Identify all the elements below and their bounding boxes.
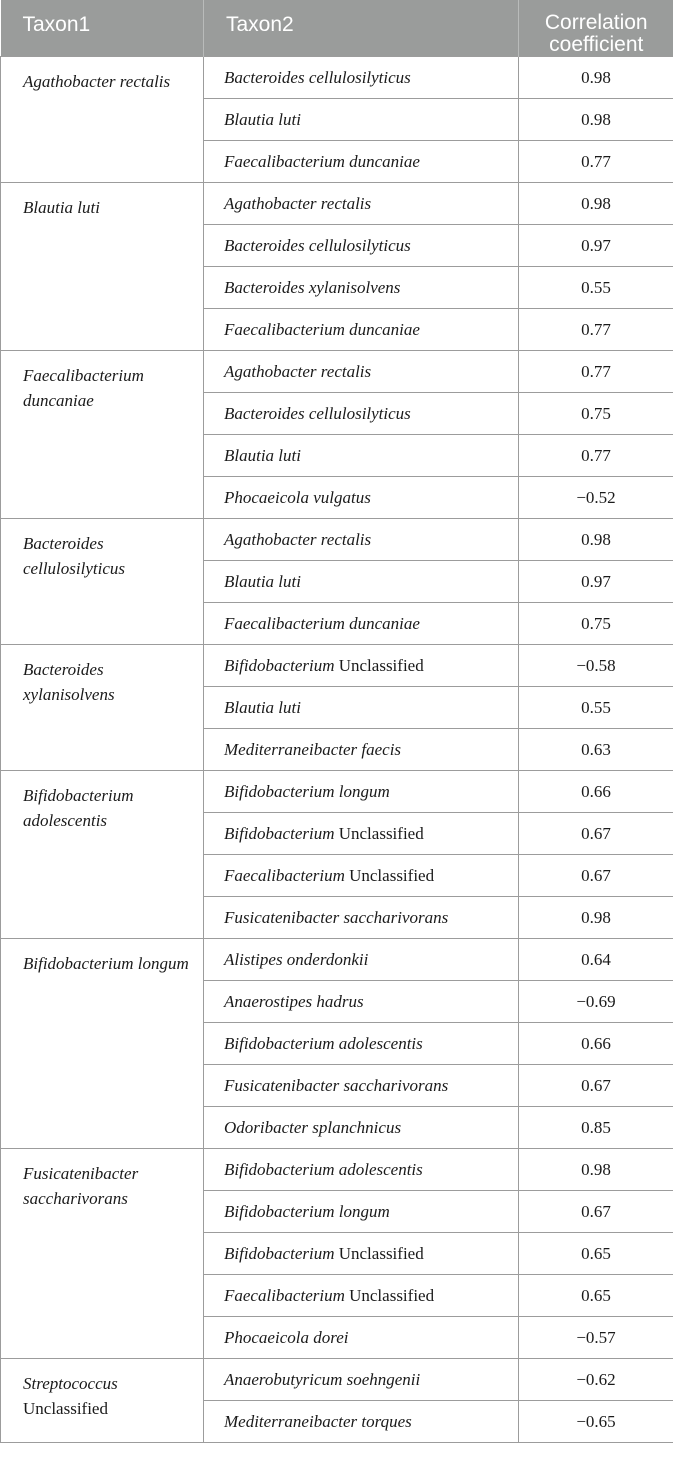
taxon2-cell	[204, 1233, 519, 1275]
taxon2-cell	[204, 1317, 519, 1359]
name-segment: Fusicatenibacter saccharivorans	[23, 1164, 139, 1208]
taxon2-cell	[204, 519, 519, 561]
table-row	[1, 939, 673, 981]
name-segment: Alistipes onderdonkii	[224, 949, 369, 969]
name-segment: Streptococcus	[23, 1374, 118, 1393]
taxon2-cell	[204, 981, 519, 1023]
taxon2-cell	[204, 771, 519, 813]
correlation-value: 0.77	[519, 309, 673, 351]
taxon2-cell	[204, 939, 519, 981]
name-segment: Phocaeicola dorei	[224, 1327, 349, 1347]
header-row	[1, 0, 673, 57]
correlation-value: 0.77	[519, 435, 673, 477]
name-segment: Agathobacter rectalis	[23, 72, 171, 91]
correlation-value: 0.97	[519, 225, 673, 267]
correlation-value: 0.98	[519, 99, 673, 141]
table-body	[1, 57, 673, 1443]
taxon2-cell	[204, 225, 519, 267]
name-segment: Unclassified	[334, 1243, 424, 1263]
taxon2-cell	[204, 393, 519, 435]
name-segment: Blautia luti	[224, 697, 301, 717]
taxon2-cell	[204, 729, 519, 771]
taxon2-cell	[204, 687, 519, 729]
taxon2-cell	[204, 99, 519, 141]
correlation-value: 0.85	[519, 1107, 673, 1149]
correlation-value: 0.67	[519, 1065, 673, 1107]
taxon2-cell	[204, 477, 519, 519]
correlation-value: 0.55	[519, 687, 673, 729]
name-segment: Bacteroides cellulosilyticus	[224, 235, 411, 255]
name-segment: Faecalibacterium duncaniae	[224, 319, 420, 339]
name-segment: Faecalibacterium duncaniae	[224, 151, 420, 171]
correlation-value: 0.98	[519, 897, 673, 939]
taxon2-cell	[204, 1191, 519, 1233]
table-row	[1, 1149, 673, 1191]
correlation-value: −0.52	[519, 477, 673, 519]
taxon2-cell	[204, 1107, 519, 1149]
correlation-value: 0.65	[519, 1275, 673, 1317]
name-segment: Bifidobacterium longum	[23, 954, 189, 973]
name-segment: Bifidobacterium longum	[224, 781, 390, 801]
correlation-value: 0.98	[519, 183, 673, 225]
taxon2-cell	[204, 141, 519, 183]
correlation-value: 0.67	[519, 855, 673, 897]
name-segment: Anaerobutyricum soehngenii	[224, 1369, 421, 1389]
table-row	[1, 183, 673, 225]
name-segment: Bifidobacterium longum	[224, 1201, 390, 1221]
correlation-value: 0.65	[519, 1233, 673, 1275]
taxon2-cell	[204, 855, 519, 897]
name-segment: Bifidobacterium adolescentis	[224, 1033, 423, 1053]
taxon2-cell	[204, 645, 519, 687]
correlation-value: −0.65	[519, 1401, 673, 1443]
taxon1-cell	[1, 771, 204, 939]
correlation-value: −0.58	[519, 645, 673, 687]
name-segment: Bacteroides cellulosilyticus	[224, 403, 411, 423]
table-row	[1, 351, 673, 393]
name-segment: Blautia luti	[224, 109, 301, 129]
name-segment: Bacteroides xylanisolvens	[23, 660, 115, 704]
taxon1-cell	[1, 939, 204, 1149]
name-segment: Agathobacter rectalis	[224, 361, 372, 381]
taxon1-cell	[1, 1149, 204, 1359]
name-segment: Blautia luti	[224, 445, 301, 465]
name-segment: Unclassified	[23, 1399, 108, 1418]
correlation-value: 0.77	[519, 141, 673, 183]
name-segment: Blautia luti	[23, 198, 100, 217]
name-segment: Unclassified	[334, 823, 424, 843]
name-segment: Bacteroides cellulosilyticus	[23, 534, 125, 578]
correlation-value: 0.66	[519, 771, 673, 813]
taxon2-cell	[204, 267, 519, 309]
name-segment: Bifidobacterium adolescentis	[224, 1159, 423, 1179]
name-segment: Unclassified	[344, 1285, 435, 1305]
taxon2-cell	[204, 1401, 519, 1443]
correlation-value: 0.97	[519, 561, 673, 603]
name-segment: Faecalibacterium duncaniae	[224, 613, 420, 633]
name-segment: Mediterraneibacter faecis	[224, 739, 402, 759]
name-segment: Agathobacter rectalis	[224, 529, 372, 549]
header-taxon1: Taxon1	[1, 0, 204, 57]
name-segment: Odoribacter splanchnicus	[224, 1117, 402, 1137]
header-correlation-coefficient: Correlation coefficient	[519, 0, 673, 57]
correlation-value: 0.67	[519, 1191, 673, 1233]
taxon2-cell	[204, 351, 519, 393]
taxon1-cell	[1, 183, 204, 351]
correlation-value: 0.98	[519, 57, 673, 99]
correlation-value: 0.98	[519, 1149, 673, 1191]
name-segment: Faecalibacterium duncaniae	[23, 366, 144, 410]
taxon2-cell	[204, 1023, 519, 1065]
taxon2-cell	[204, 435, 519, 477]
name-segment: Blautia luti	[224, 571, 301, 591]
taxon1-cell	[1, 57, 204, 183]
name-segment: Anaerostipes hadrus	[224, 991, 364, 1011]
table-row	[1, 771, 673, 813]
taxon1-cell	[1, 519, 204, 645]
name-segment: Bacteroides cellulosilyticus	[224, 67, 411, 87]
name-segment: Bifidobacterium adolescentis	[23, 786, 134, 830]
table-row	[1, 57, 673, 99]
header-taxon2: Taxon2	[204, 0, 519, 57]
correlation-value: 0.55	[519, 267, 673, 309]
correlation-value: 0.75	[519, 393, 673, 435]
taxon1-cell	[1, 1359, 204, 1443]
correlation-value: 0.63	[519, 729, 673, 771]
correlation-value: 0.75	[519, 603, 673, 645]
correlation-value: 0.67	[519, 813, 673, 855]
table-row	[1, 645, 673, 687]
taxon2-cell	[204, 309, 519, 351]
taxon2-cell	[204, 813, 519, 855]
correlation-value: −0.57	[519, 1317, 673, 1359]
name-segment: Faecalibacterium	[224, 865, 345, 885]
correlation-value: −0.69	[519, 981, 673, 1023]
taxon2-cell	[204, 1065, 519, 1107]
name-segment: Mediterraneibacter torques	[224, 1411, 412, 1431]
correlation-value: 0.64	[519, 939, 673, 981]
correlation-value: −0.62	[519, 1359, 673, 1401]
table-row	[1, 519, 673, 561]
name-segment: Agathobacter rectalis	[224, 193, 372, 213]
correlation-value: 0.98	[519, 519, 673, 561]
name-segment: Phocaeicola vulgatus	[224, 487, 371, 507]
taxon1-cell	[1, 645, 204, 771]
name-segment: Bifidobacterium	[224, 1243, 335, 1263]
name-segment: Fusicatenibacter saccharivorans	[224, 907, 449, 927]
taxon1-cell	[1, 351, 204, 519]
name-segment: Bacteroides xylanisolvens	[224, 277, 401, 297]
taxon2-cell	[204, 1359, 519, 1401]
taxon2-cell	[204, 57, 519, 99]
correlation-value: 0.66	[519, 1023, 673, 1065]
name-segment: Bifidobacterium	[224, 655, 335, 675]
table-row	[1, 1359, 673, 1401]
taxon2-cell	[204, 1275, 519, 1317]
name-segment: Faecalibacterium	[224, 1285, 345, 1305]
taxon2-cell	[204, 603, 519, 645]
name-segment: Bifidobacterium	[224, 823, 335, 843]
name-segment: Unclassified	[334, 655, 424, 675]
taxon2-cell	[204, 897, 519, 939]
correlation-value: 0.77	[519, 351, 673, 393]
name-segment: Fusicatenibacter saccharivorans	[224, 1075, 449, 1095]
taxon2-cell	[204, 183, 519, 225]
taxon2-cell	[204, 1149, 519, 1191]
taxon2-cell	[204, 561, 519, 603]
name-segment: Unclassified	[344, 865, 435, 885]
